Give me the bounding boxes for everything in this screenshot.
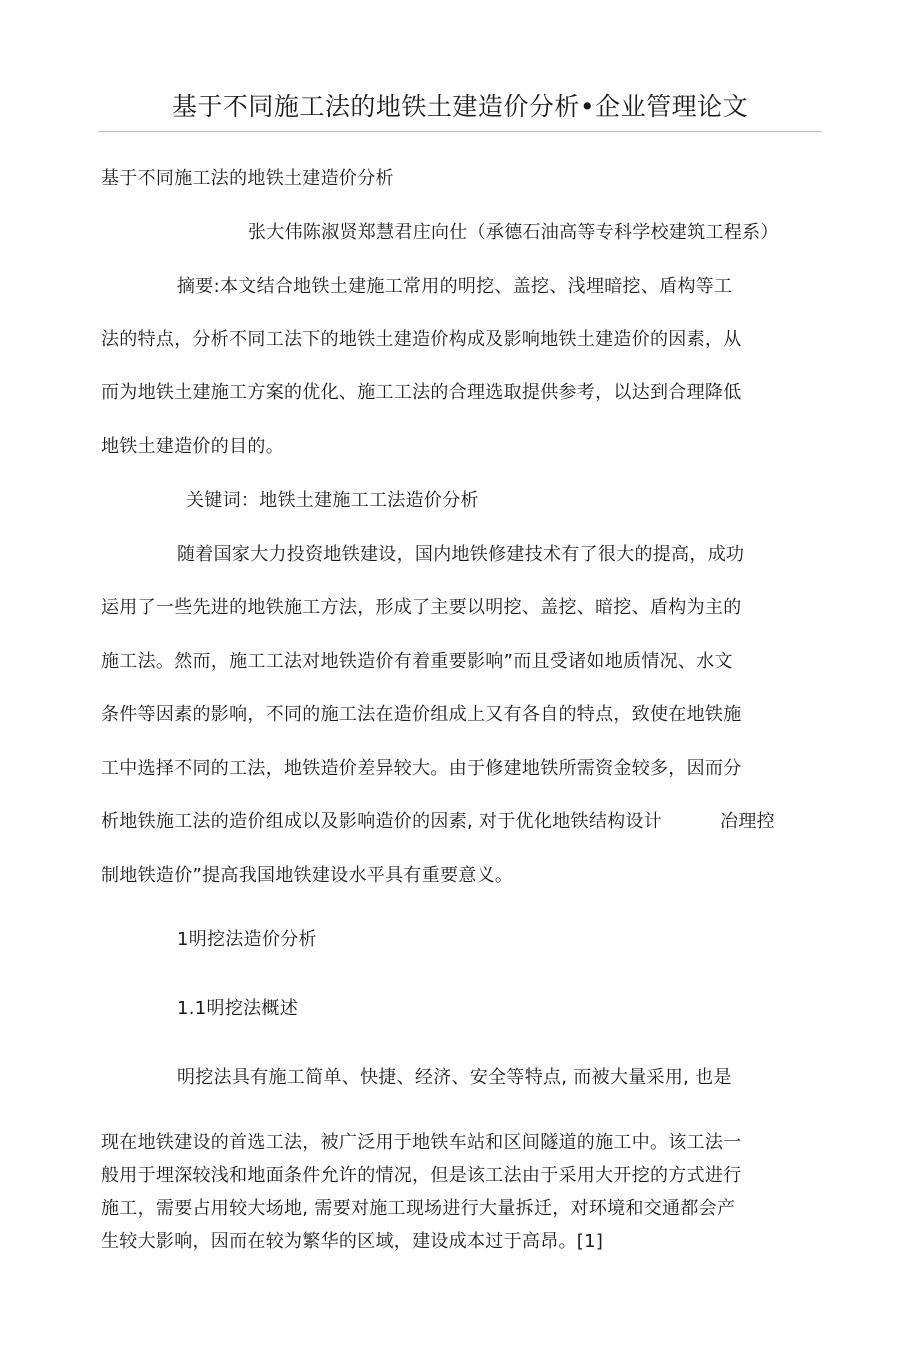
section-heading-1: 1明挖法造价分析 bbox=[177, 929, 317, 950]
intro-line: 运用了一些先进的地铁施工方法，形成了主要以明挖、盖挖、暗挖、盾构为主的 bbox=[101, 597, 742, 618]
intro-line: 制地铁造价”提高我国地铁建设水平具有重要意义。 bbox=[101, 865, 514, 886]
abstract-line: 法的特点，分析不同工法下的地铁土建造价构成及影响地铁土建造价的因素，从 bbox=[101, 329, 742, 350]
document-title: 基于不同施工法的地铁土建造价分析•企业管理论文 bbox=[171, 92, 749, 121]
body-line: 生较大影响，因而在较为繁华的区域，建设成本过于高昂。[1] bbox=[101, 1231, 604, 1252]
body-line: 明挖法具有施工简单、快捷、经济、安全等特点, 而被大量采用, 也是 bbox=[177, 1067, 732, 1088]
intro-line-part: 冶理控 bbox=[720, 811, 775, 832]
intro-line: 随着国家大力投资地铁建设，国内地铁修建技术有了很大的提高，成功 bbox=[177, 544, 745, 565]
intro-line: 施工法。然而，施工工法对地铁造价有着重要影响”而且受诸如地质情况、水文 bbox=[101, 651, 733, 672]
body-line: 施工，需要占用较大场地, 需要对施工现场进行大量拆迁，对环境和交通都会产 bbox=[101, 1198, 736, 1219]
intro-line-part: 析地铁施工法的造价组成以及影响造价的因素, 对于优化地铁结构设计 bbox=[101, 811, 663, 832]
keywords: 关键词：地铁土建施工工法造价分析 bbox=[186, 490, 479, 511]
article-authors: 张大伟陈淑贤郑慧君庄向仕（承德石油高等专科学校建筑工程系） bbox=[248, 222, 779, 243]
abstract-line: 而为地铁土建施工方案的优化、施工工法的合理选取提供参考，以达到合理降低 bbox=[101, 382, 742, 403]
intro-line: 工中选择不同的工法，地铁造价差异较大。由于修建地铁所需资金较多，因而分 bbox=[101, 758, 742, 779]
intro-line bbox=[101, 809, 775, 835]
abstract-line: 摘要:本文结合地铁土建施工常用的明挖、盖挖、浅埋暗挖、盾构等工 bbox=[177, 276, 733, 297]
article-subtitle: 基于不同施工法的地铁土建造价分析 bbox=[101, 168, 394, 189]
body-line: 现在地铁建设的首选工法，被广泛用于地铁车站和区间隧道的施工中。该工法一 bbox=[101, 1132, 742, 1153]
body-line: 般用于埋深较浅和地面条件允许的情况，但是该工法由于采用大开挖的方式进行 bbox=[101, 1165, 742, 1186]
abstract-line: 地铁土建造价的目的。 bbox=[101, 436, 284, 457]
intro-line: 条件等因素的影响，不同的施工法在造价组成上又有各自的特点，致使在地铁施 bbox=[101, 704, 742, 725]
title-divider bbox=[98, 131, 822, 132]
section-heading-1-1: 1.1明挖法概述 bbox=[177, 998, 299, 1019]
